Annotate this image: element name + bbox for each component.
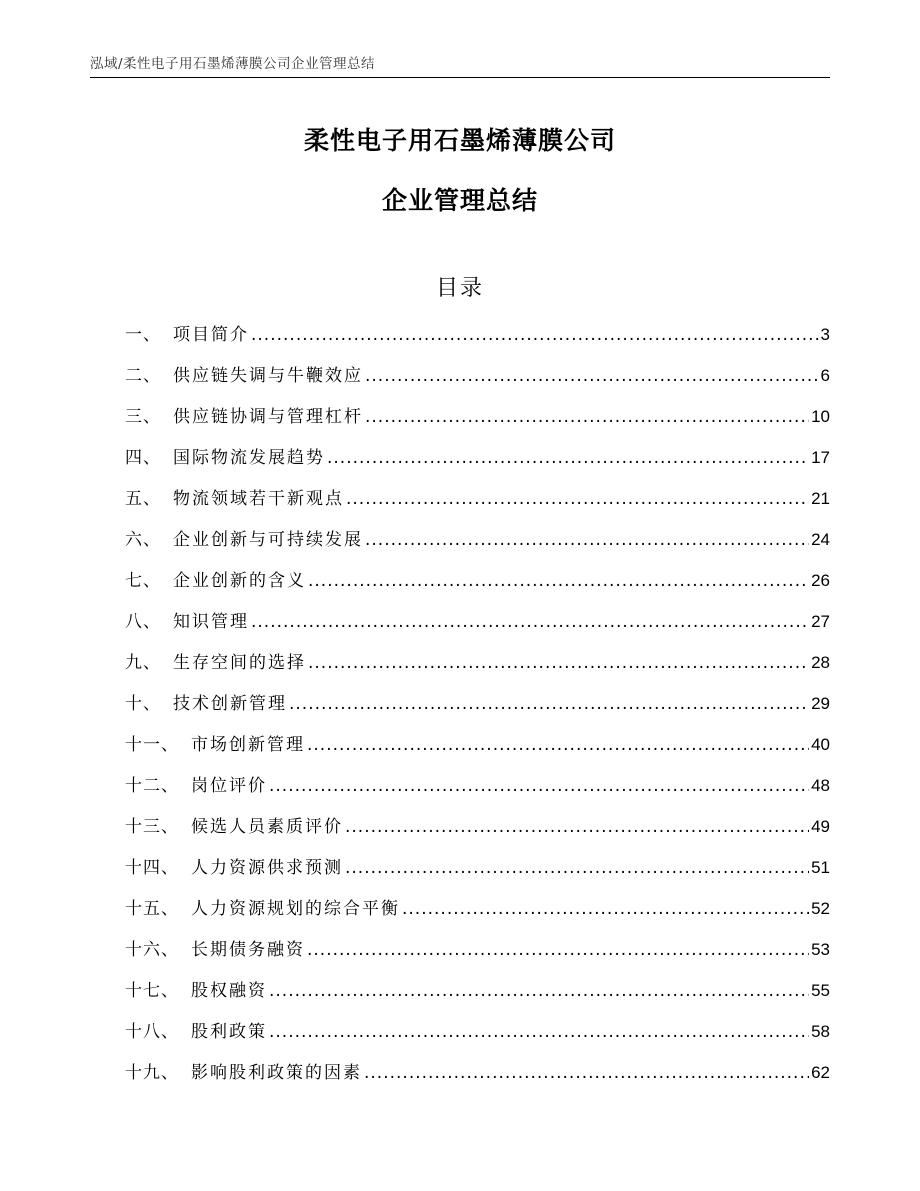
toc-entry-page[interactable]: 55	[811, 981, 830, 1000]
toc-entry-title[interactable]: 生存空间的选择	[173, 653, 306, 673]
toc-entry-title[interactable]: 市场创新管理	[191, 735, 305, 755]
toc-entry-number: 九、	[125, 653, 161, 673]
toc-entry[interactable]	[125, 361, 830, 402]
toc-entry-number: 十三、	[125, 817, 179, 837]
toc-entry[interactable]	[125, 894, 830, 935]
toc-dot-leader	[327, 448, 809, 468]
toc-dot-leader	[346, 489, 809, 509]
toc-entry-number: 十一、	[125, 735, 179, 755]
toc-dot-leader	[365, 530, 809, 550]
toc-entry-title[interactable]: 影响股利政策的因素	[191, 1063, 362, 1083]
toc-entry-page[interactable]: 52	[811, 899, 830, 918]
toc-entry-page[interactable]: 17	[811, 448, 830, 467]
toc-entry-title[interactable]: 长期债务融资	[191, 940, 305, 960]
toc-entry[interactable]	[125, 853, 830, 894]
toc-entry-number: 三、	[125, 407, 161, 427]
toc-entry-page[interactable]: 26	[811, 571, 830, 590]
toc-entry-number: 十五、	[125, 899, 179, 919]
toc-dot-leader	[345, 858, 809, 878]
toc-dot-leader	[402, 899, 809, 919]
toc-entry[interactable]	[125, 812, 830, 853]
toc-entry[interactable]	[125, 320, 830, 361]
toc-entry-page[interactable]: 40	[811, 735, 830, 754]
toc-dot-leader	[365, 366, 819, 386]
header-rule	[90, 77, 830, 78]
toc-dot-leader	[269, 1022, 809, 1042]
toc-entry-title[interactable]: 股权融资	[191, 981, 267, 1001]
toc-dot-leader	[345, 817, 809, 837]
toc-entry-title[interactable]: 技术创新管理	[173, 694, 287, 714]
toc-entry[interactable]	[125, 484, 830, 525]
toc-entry[interactable]	[125, 402, 830, 443]
toc-heading: 目录	[435, 276, 484, 301]
toc-entry-number: 十六、	[125, 940, 179, 960]
toc-entry[interactable]	[125, 566, 830, 607]
table-of-contents	[125, 320, 830, 1099]
toc-dot-leader	[251, 325, 819, 345]
toc-entry[interactable]	[125, 648, 830, 689]
document-title: 柔性电子用石墨烯薄膜公司	[303, 126, 616, 155]
toc-entry-title[interactable]: 候选人员素质评价	[191, 817, 343, 837]
toc-entry-page[interactable]: 62	[811, 1063, 830, 1082]
toc-entry-number: 八、	[125, 612, 161, 632]
toc-entry-number: 四、	[125, 448, 161, 468]
toc-entry-number: 五、	[125, 489, 161, 509]
toc-entry-page[interactable]: 49	[811, 817, 830, 836]
toc-entry-number: 十九、	[125, 1063, 179, 1083]
toc-entry-page[interactable]: 10	[811, 407, 830, 426]
toc-entry-title[interactable]: 物流领域若干新观点	[173, 489, 344, 509]
toc-entry-number: 二、	[125, 366, 161, 386]
document-subtitle: 企业管理总结	[381, 186, 538, 215]
toc-entry-page[interactable]: 51	[811, 858, 830, 877]
toc-entry-title[interactable]: 供应链失调与牛鞭效应	[173, 366, 363, 386]
toc-entry-page[interactable]: 3	[820, 325, 830, 344]
toc-entry-page[interactable]: 53	[811, 940, 830, 959]
toc-entry-number: 一、	[125, 325, 161, 345]
toc-entry-title[interactable]: 供应链协调与管理杠杆	[173, 407, 363, 427]
toc-entry-page[interactable]: 27	[811, 612, 830, 631]
toc-entry-number: 十七、	[125, 981, 179, 1001]
toc-entry[interactable]	[125, 1017, 830, 1058]
toc-entry-page[interactable]: 58	[811, 1022, 830, 1041]
toc-dot-leader	[289, 694, 809, 714]
toc-entry-page[interactable]: 29	[811, 694, 830, 713]
toc-entry[interactable]	[125, 525, 830, 566]
toc-dot-leader	[308, 571, 809, 591]
toc-dot-leader	[364, 1063, 809, 1083]
toc-entry-title[interactable]: 岗位评价	[191, 776, 267, 796]
toc-entry[interactable]	[125, 771, 830, 812]
toc-entry-title[interactable]: 股利政策	[191, 1022, 267, 1042]
toc-dot-leader	[308, 653, 809, 673]
toc-entry[interactable]	[125, 1058, 830, 1099]
toc-entry-title[interactable]: 企业创新的含义	[173, 571, 306, 591]
toc-dot-leader	[307, 940, 809, 960]
toc-entry[interactable]	[125, 443, 830, 484]
toc-entry-page[interactable]: 48	[811, 776, 830, 795]
running-header: 泓域/柔性电子用石墨烯薄膜公司企业管理总结	[90, 56, 376, 72]
toc-dot-leader	[269, 981, 809, 1001]
toc-entry-number: 十二、	[125, 776, 179, 796]
toc-entry-number: 十八、	[125, 1022, 179, 1042]
toc-dot-leader	[307, 735, 809, 755]
toc-entry-number: 七、	[125, 571, 161, 591]
toc-entry[interactable]	[125, 689, 830, 730]
toc-dot-leader	[269, 776, 809, 796]
toc-entry-page[interactable]: 24	[811, 530, 830, 549]
toc-dot-leader	[251, 612, 809, 632]
toc-entry-title[interactable]: 项目简介	[173, 325, 249, 345]
toc-entry-title[interactable]: 人力资源供求预测	[191, 858, 343, 878]
toc-entry-number: 六、	[125, 530, 161, 550]
toc-entry-page[interactable]: 28	[811, 653, 830, 672]
toc-dot-leader	[365, 407, 809, 427]
toc-entry-page[interactable]: 6	[820, 366, 830, 385]
toc-entry-number: 十、	[125, 694, 161, 714]
toc-entry-page[interactable]: 21	[811, 489, 830, 508]
toc-entry-title[interactable]: 知识管理	[173, 612, 249, 632]
toc-entry[interactable]	[125, 935, 830, 976]
toc-entry[interactable]	[125, 607, 830, 648]
toc-entry[interactable]	[125, 730, 830, 771]
toc-entry-title[interactable]: 企业创新与可持续发展	[173, 530, 363, 550]
toc-entry[interactable]	[125, 976, 830, 1017]
toc-entry-title[interactable]: 国际物流发展趋势	[173, 448, 325, 468]
toc-entry-title[interactable]: 人力资源规划的综合平衡	[191, 899, 400, 919]
toc-entry-number: 十四、	[125, 858, 179, 878]
